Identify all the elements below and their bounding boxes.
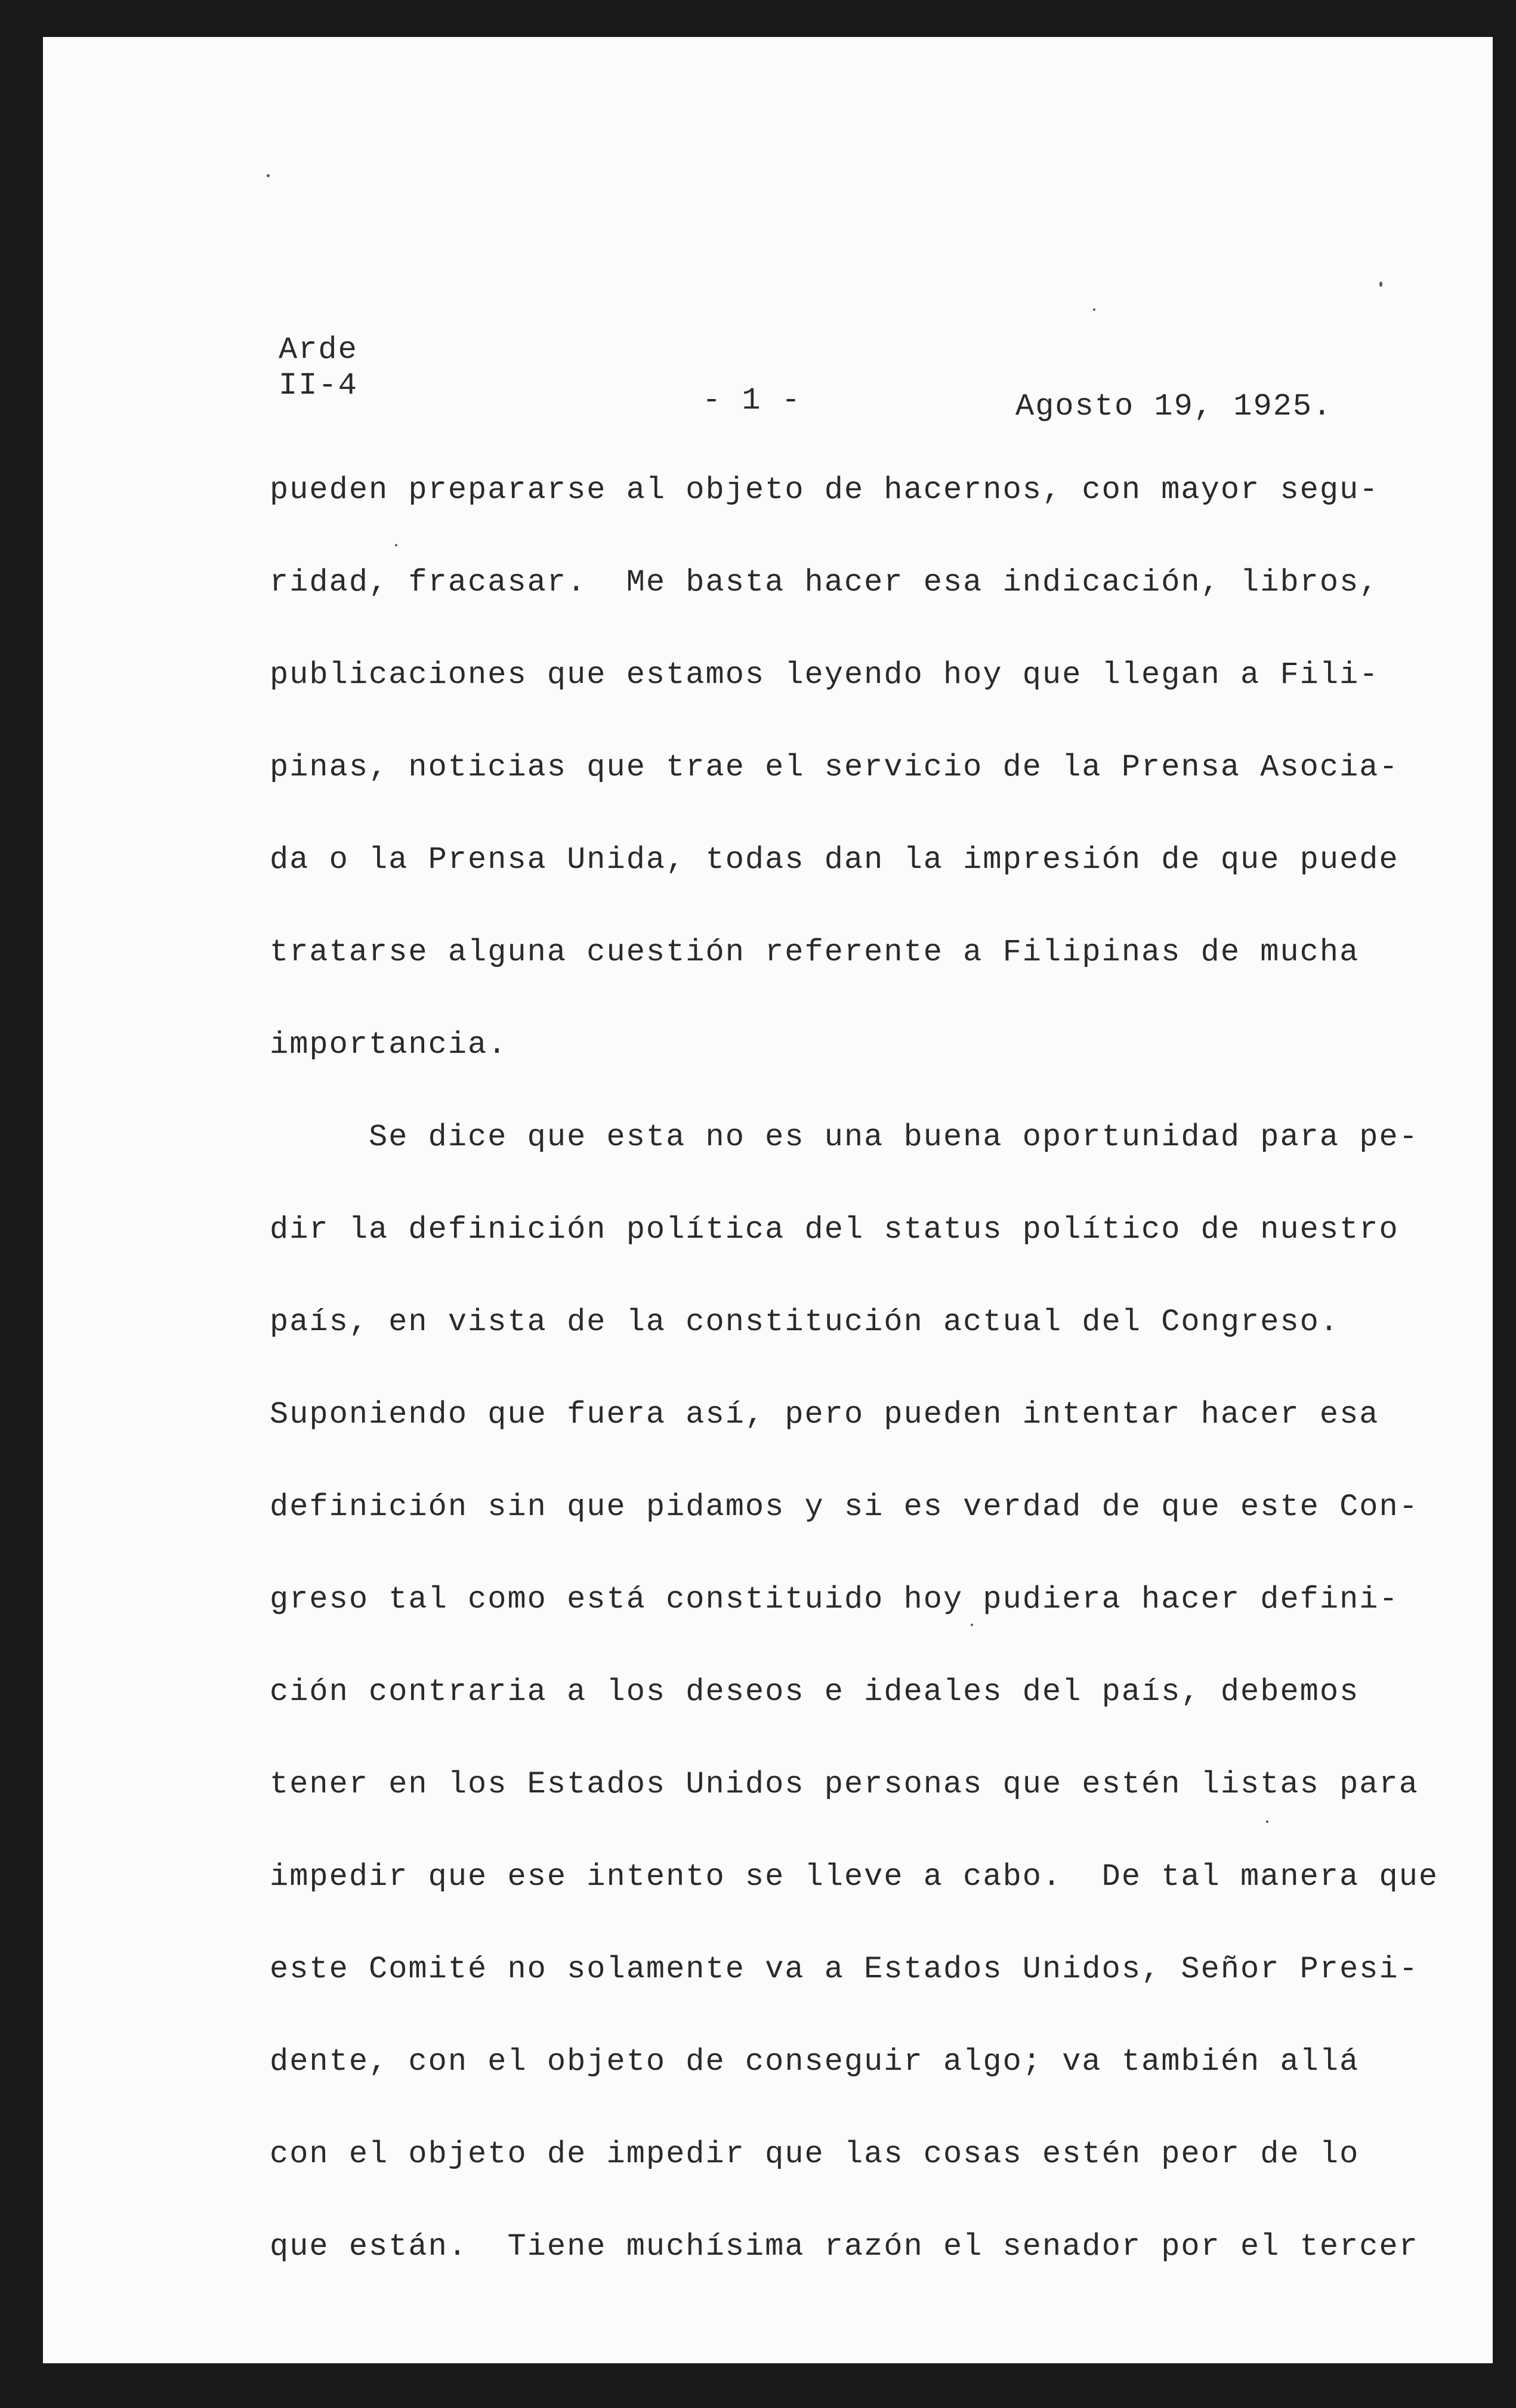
body-line: tener en los Estados Unidos personas que estén listas para (270, 1767, 1419, 1802)
document-page (43, 37, 1493, 2363)
body-line: ción contraria a los deseos e ideales del país, debemos (270, 1674, 1360, 1710)
paper-speck (395, 544, 397, 546)
page-number: - 1 - (702, 383, 802, 418)
paper-speck (1266, 1820, 1268, 1823)
body-line: que están. Tiene muchísima razón el senador por el tercer (270, 2229, 1419, 2264)
body-line: dente, con el objeto de conseguir algo; va también allá (270, 2044, 1360, 2079)
body-line: tratarse alguna cuestión referente a Filipinas de mucha (270, 935, 1360, 970)
body-line: greso tal como está constituido hoy pudiera hacer defini- (270, 1582, 1399, 1617)
header-name: Arde (279, 332, 358, 367)
body-line: Suponiendo que fuera así, pero pueden intentar hacer esa (270, 1397, 1379, 1432)
header-code: II-4 (279, 368, 358, 403)
paper-speck (1379, 282, 1382, 287)
body-line: ridad, fracasar. Me basta hacer esa indicación, libros, (270, 565, 1379, 600)
body-line: este Comité no solamente va a Estados Unidos, Señor Presi- (270, 1952, 1419, 1987)
body-line: impedir que ese intento se lleve a cabo. De tal manera que (270, 1859, 1439, 1894)
body-line: definición sin que pidamos y si es verdad de que este Con- (270, 1489, 1419, 1525)
body-line: pinas, noticias que trae el servicio de la Prensa Asocia- (270, 750, 1399, 785)
header-date: Agosto 19, 1925. (1015, 389, 1333, 424)
body-line: da o la Prensa Unida, todas dan la impresión de que puede (270, 842, 1399, 877)
paper-speck (971, 1624, 973, 1626)
body-line: pueden prepararse al objeto de hacernos, con mayor segu- (270, 472, 1379, 508)
paper-speck (267, 174, 270, 177)
body-line: dir la definición política del status político de nuestro (270, 1212, 1399, 1247)
body-line: Se dice que esta no es una buena oportunidad para pe- (270, 1120, 1419, 1155)
body-line: con el objeto de impedir que las cosas estén peor de lo (270, 2137, 1360, 2172)
paper-speck (1093, 308, 1095, 311)
body-line: importancia. (270, 1027, 508, 1062)
body-line: país, en vista de la constitución actual del Congreso. (270, 1305, 1340, 1340)
body-line: publicaciones que estamos leyendo hoy que llegan a Fili- (270, 657, 1379, 693)
